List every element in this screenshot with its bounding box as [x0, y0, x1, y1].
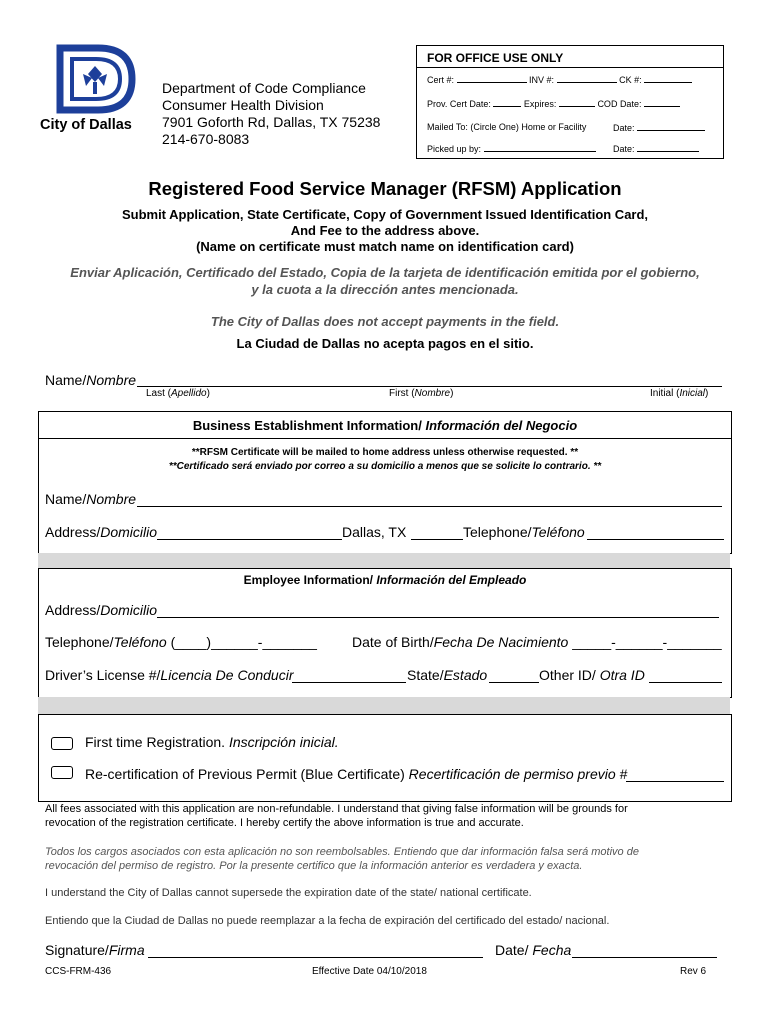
- picked-date-field[interactable]: [637, 143, 699, 152]
- employee-address-label: [45, 602, 157, 618]
- form-number: CCS-FRM-436: [45, 966, 112, 977]
- revision: Rev 6: [680, 966, 707, 977]
- business-name-es: Nombre: [86, 491, 137, 507]
- employee-other-es: Otra ID: [599, 667, 645, 683]
- division-name: Consumer Health Division: [162, 97, 324, 113]
- signature-en: Signature/: [45, 942, 109, 958]
- mailed-label: Mailed To: (Circle One) Home or Facility: [427, 122, 587, 132]
- first-label: First (: [389, 388, 415, 399]
- instruction-line-3: (Name on certificate must match name on identification card): [196, 239, 574, 254]
- prov-cert-label: Prov. Cert Date:: [427, 99, 491, 109]
- last-label: Last (: [146, 388, 172, 399]
- employee-state-es: Estado: [443, 667, 488, 683]
- department-address: 7901 Goforth Rd, Dallas, TX 75238: [162, 114, 381, 130]
- legal-es-line-1: Todos los cargos asociados con esta aplicación no son reembolsables. Entiendo que dar información falsa será motivo de: [45, 846, 639, 858]
- first-registration-label: [85, 734, 339, 750]
- registration-section: [38, 714, 732, 802]
- first-label-es: Nombre: [414, 388, 451, 399]
- business-tel-en: Telephone/: [463, 524, 532, 540]
- instructions-es: [0, 264, 770, 298]
- cert-label: Cert #:: [427, 75, 455, 85]
- employee-other-field[interactable]: [649, 682, 722, 683]
- ck-label: CK #:: [619, 75, 642, 85]
- employee-dl-es: Licencia De Conducir: [160, 667, 294, 683]
- department-block: [162, 80, 380, 148]
- no-payment-en: The City of Dallas does not accept payments in the field.: [210, 314, 560, 329]
- business-address-es: Domicilio: [100, 524, 158, 540]
- business-title-en: Business Establishment Information/: [192, 418, 426, 433]
- name-label-en: Name/: [45, 372, 87, 388]
- mailed-date-label: Date:: [613, 123, 635, 133]
- applicant-name-label: [45, 372, 136, 388]
- expiration-notice-en: I understand the City of Dallas cannot supersede the expiration date of the state/ national certificate.: [45, 887, 532, 899]
- instruction-es-line-2: y la cuota a la dirección antes mencionada.: [251, 282, 519, 297]
- mailed-date-group: [613, 122, 705, 133]
- business-title-es: Información del Negocio: [425, 418, 578, 433]
- employee-other-label: [539, 667, 645, 683]
- legal-en-line-2: revocation of the registration certificate. I hereby certify the above information is true and accurate.: [45, 817, 524, 829]
- initial-label: Initial (: [650, 388, 680, 399]
- business-name-label: [45, 491, 136, 507]
- picked-date-label: Date:: [613, 144, 635, 154]
- business-address-label: [45, 524, 157, 540]
- employee-tel-en: Telephone/: [45, 634, 114, 650]
- office-row-dates: [427, 98, 680, 109]
- business-city: Dallas, TX: [342, 524, 407, 540]
- office-row-cert: [427, 74, 692, 85]
- recert-es: Recertificación de permiso previo #: [408, 766, 628, 782]
- office-use-box: [416, 45, 724, 159]
- expires-label: Expires:: [523, 99, 557, 109]
- recert-en: Re-certification of Previous Permit (Blue Certificate): [85, 766, 409, 782]
- last-close: ): [206, 388, 210, 399]
- mailed-date-field[interactable]: [637, 122, 705, 131]
- instruction-es-line-1: Enviar Aplicación, Certificado del Estado, Copia de la tarjeta de identificación emitida por el gobierno,: [70, 265, 700, 280]
- date-field[interactable]: [572, 957, 717, 958]
- initial-label-es: Inicial: [679, 388, 706, 399]
- office-row-picked: [427, 143, 596, 154]
- signature-field[interactable]: [148, 957, 483, 958]
- business-address-field[interactable]: [157, 539, 342, 540]
- recertification-number-field[interactable]: [626, 781, 724, 782]
- date-es: Fecha: [532, 942, 572, 958]
- employee-tel-es: Teléfono: [113, 634, 167, 650]
- picked-date-group: [613, 143, 699, 154]
- applicant-name-field[interactable]: [137, 386, 722, 387]
- employee-dl-label: [45, 667, 294, 683]
- business-address-en: Address/: [45, 524, 101, 540]
- instruction-line-1: Submit Application, State Certificate, Copy of Government Issued Identification Card,: [121, 207, 649, 222]
- date-label: [495, 942, 571, 958]
- first-reg-en: First time Registration.: [85, 734, 229, 750]
- legal-en-line-1: All fees associated with this application are non-refundable. I understand that giving false information will be grounds for: [45, 803, 628, 815]
- picked-label: Picked up by:: [427, 144, 482, 154]
- employee-title-es: Información del Empleado: [376, 573, 527, 587]
- business-name-field[interactable]: [137, 506, 722, 507]
- dallas-d-logo-icon: [50, 44, 162, 114]
- employee-address-en: Address/: [45, 602, 101, 618]
- no-payment-es: La Ciudad de Dallas no acepta pagos en el sitio.: [236, 336, 534, 351]
- first-name-caption: [389, 388, 453, 399]
- department-name: Department of Code Compliance: [162, 80, 366, 96]
- office-row-mailed: [427, 122, 586, 132]
- form-title: Registered Food Service Manager (RFSM) Application: [148, 178, 622, 199]
- business-tel-es: Teléfono: [531, 524, 585, 540]
- department-phone: 214-670-8083: [162, 131, 250, 147]
- employee-address-es: Domicilio: [100, 602, 158, 618]
- last-name-caption: [146, 388, 210, 399]
- first-reg-es: Inscripción inicial.: [228, 734, 339, 750]
- employee-title: [39, 573, 731, 587]
- name-label-es: Nombre: [86, 372, 137, 388]
- business-tel-field[interactable]: [587, 539, 724, 540]
- employee-dob-field[interactable]: _____-______-_______: [568, 634, 722, 650]
- picked-field[interactable]: [484, 143, 596, 152]
- instructions-en: [0, 207, 770, 255]
- city-name: City of Dallas: [40, 117, 132, 133]
- business-title: [39, 418, 731, 433]
- legal-es: [45, 845, 639, 873]
- last-label-es: Apellido: [171, 388, 207, 399]
- cert-field[interactable]: [457, 74, 527, 83]
- first-close: ): [450, 388, 454, 399]
- signature-es: Firma: [108, 942, 145, 958]
- employee-dob-label: [352, 634, 722, 650]
- employee-tel-label: [45, 634, 317, 650]
- cod-field[interactable]: [644, 98, 680, 107]
- initial-close: ): [705, 388, 709, 399]
- inv-field[interactable]: [557, 74, 617, 83]
- recertification-checkbox[interactable]: [51, 766, 73, 779]
- business-tel-label: [463, 524, 585, 540]
- prov-cert-field[interactable]: [493, 98, 521, 107]
- employee-dob-en: Date of Birth/: [352, 634, 434, 650]
- business-note-es: **Certificado será enviado por correo a su domicilio a menos que se solicite lo contrario. **: [168, 461, 602, 472]
- date-en: Date/: [495, 942, 533, 958]
- employee-state-en: State/: [407, 667, 444, 683]
- expiration-notice-es: Entiendo que la Ciudad de Dallas no puede reemplazar a la fecha de expiración del certificado del estado/ nacional.: [45, 915, 610, 927]
- business-note-en: **RFSM Certificate will be mailed to home address unless otherwise requested. **: [191, 447, 579, 458]
- employee-other-en: Other ID/: [539, 667, 600, 683]
- inv-label: INV #:: [529, 75, 555, 85]
- business-zip-field[interactable]: [411, 539, 463, 540]
- employee-address-field[interactable]: [157, 617, 719, 618]
- first-registration-checkbox[interactable]: [51, 737, 73, 750]
- initial-caption: [650, 388, 708, 399]
- office-use-title: FOR OFFICE USE ONLY: [427, 51, 564, 65]
- employee-dl-en: Driver’s License #/: [45, 667, 161, 683]
- ck-field[interactable]: [644, 74, 692, 83]
- employee-state-field[interactable]: [489, 682, 539, 683]
- business-section: [38, 411, 732, 554]
- effective-date: Effective Date 04/10/2018: [312, 966, 427, 977]
- legal-en: [45, 802, 628, 830]
- city-logo: [40, 44, 152, 138]
- business-name-en: Name/: [45, 491, 87, 507]
- employee-state-label: [407, 667, 487, 683]
- employee-tel-field[interactable]: (____)______-_______: [166, 634, 317, 650]
- instruction-line-2: And Fee to the address above.: [290, 223, 480, 238]
- separator-bar-2: [38, 697, 730, 714]
- employee-dob-es: Fecha De Nacimiento: [433, 634, 569, 650]
- employee-title-en: Employee Information/: [243, 573, 377, 587]
- separator-bar: [38, 553, 730, 569]
- recertification-label: [85, 766, 627, 782]
- employee-dl-field[interactable]: [292, 682, 406, 683]
- signature-label: [45, 942, 145, 958]
- employee-section: [38, 568, 732, 698]
- legal-es-line-2: revocación del permiso de registro. Por la presente certifico que la información anterior es verdadera y exacta.: [45, 860, 583, 872]
- expires-field[interactable]: [559, 98, 595, 107]
- cod-label: COD Date:: [597, 99, 642, 109]
